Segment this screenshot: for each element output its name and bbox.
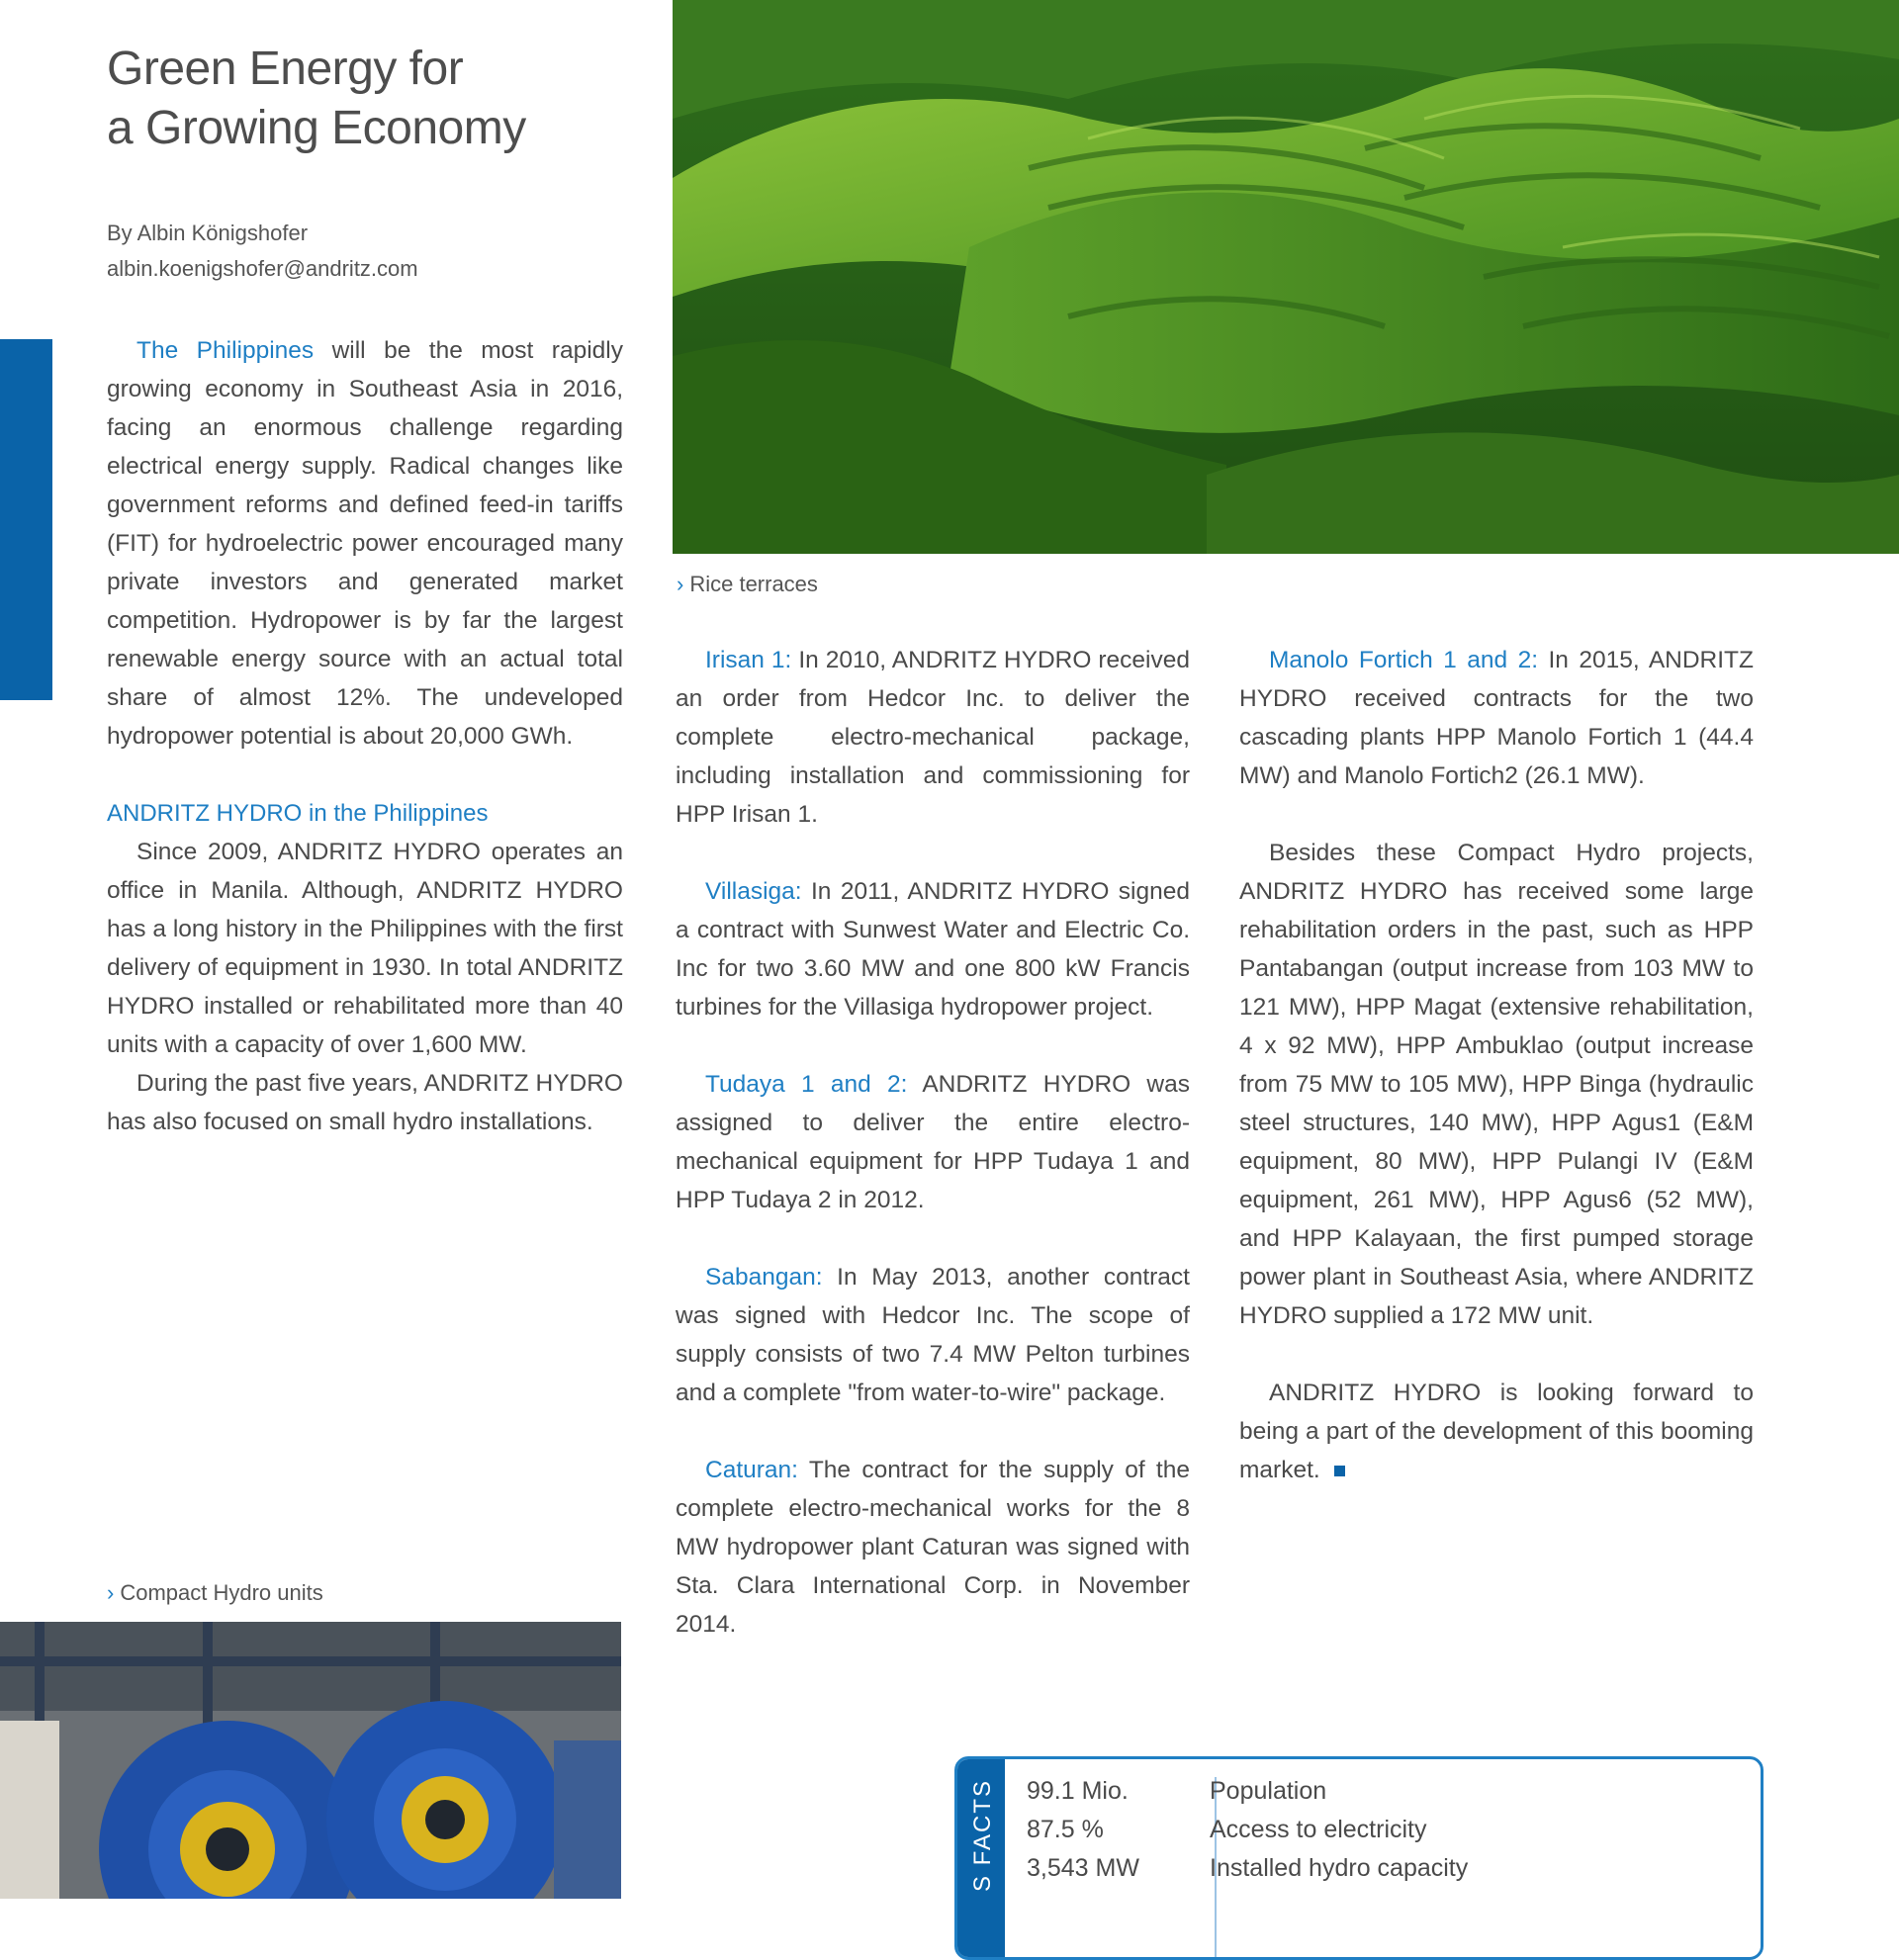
paragraph-rehabilitation: Besides these Compact Hydro projects, ANDRITZ HYDRO has received some large rehabilitation orders in the past, such as HPP Pantabangan (output increase from 103 MW to 121 MW), HPP Magat (extensive rehabilitation, 4 x 92 MW), HPP Ambuklao (output increase from 75 MW to 105 MW), HPP Binga (hydraulic steel structures, 140 MW), HPP Agus1 (E&M equipment, 80 MW), HPP Pulangi IV (E&M equipment, 261 MW), HPP Agus6 (52 MW), and HPP Kalayaan, the first pumped storage power plant in Southeast Asia, where ANDRITZ HYDRO supplied a 172 MW unit. [1239, 840, 1754, 1329]
rice-terraces-caption [677, 572, 818, 597]
project-sabangan [676, 1258, 1190, 1412]
byline [107, 216, 418, 287]
project-manolo-text: In 2015, ANDRITZ HYDRO received contracts for the two cascading plants HPP Manolo Fortich 1 (44.4 MW) and Manolo Fortich2 (26.1 MW). [1239, 647, 1754, 789]
facts-box [954, 1756, 1763, 1960]
fact-value: 3,543 MW [1027, 1854, 1139, 1882]
project-villasiga [676, 872, 1190, 1026]
project-tudaya [676, 1065, 1190, 1219]
hydro-caption-text: Compact Hydro units [120, 1580, 323, 1605]
article-title [107, 40, 661, 158]
intro-paragraph [107, 331, 623, 756]
byline-author: By Albin Königshofer [107, 221, 309, 245]
project-villasiga-text: In 2011, ANDRITZ HYDRO signed a contract with Sunwest Water and Electric Co. Inc for two 3.60 MW and one 800 kW Francis turbines for the Villasiga hydropower project. [676, 878, 1190, 1021]
paragraph-closing [1239, 1374, 1754, 1489]
fact-value: 87.5 % [1027, 1816, 1104, 1843]
project-caturan [676, 1451, 1190, 1644]
rice-terraces-illustration [673, 0, 1899, 554]
project-tudaya-lead: Tudaya 1 and 2: [705, 1071, 908, 1098]
facts-tab-label: S FACTS [969, 1779, 996, 1893]
closing-text: ANDRITZ HYDRO is looking forward to being a part of the development of this booming market. [1239, 1380, 1754, 1483]
chevron-right-icon: › [677, 572, 684, 596]
fact-label: Installed hydro capacity [1210, 1854, 1469, 1882]
facts-tab [957, 1759, 1005, 1957]
rice-terraces-photo [673, 0, 1899, 554]
project-sabangan-text: In May 2013, another contract was signed with Hedcor Inc. The scope of supply consists of two 7.4 MW Pelton turbines and a complete "from water-to-wire" package. [676, 1264, 1190, 1406]
project-caturan-text: The contract for the supply of the complete electro-mechanical works for the 8 MW hydropower plant Caturan was signed with Sta. Clara International Corp. in November 2014. [676, 1457, 1190, 1638]
byline-email[interactable]: albin.koenigshofer@andritz.com [107, 256, 418, 281]
column-3 [1239, 641, 1754, 1489]
project-manolo [1239, 641, 1754, 795]
column-2 [676, 641, 1190, 1644]
end-of-article-mark [1334, 1466, 1345, 1476]
project-irisan-lead: Irisan 1: [705, 647, 792, 673]
project-tudaya-text: ANDRITZ HYDRO was assigned to deliver the entire electro-mechanical equipment for HPP Tudaya 1 and HPP Tudaya 2 in 2012. [676, 1071, 1191, 1213]
column-1 [107, 331, 623, 1141]
project-irisan [676, 641, 1190, 834]
project-sabangan-lead: Sabangan: [705, 1264, 823, 1291]
sidebar-accent-bar [0, 339, 52, 700]
compact-hydro-caption [107, 1580, 323, 1606]
project-villasiga-lead: Villasiga: [705, 878, 802, 905]
fact-label: Access to electricity [1210, 1816, 1427, 1843]
title-line-1: Green Energy for [107, 43, 464, 95]
intro-text: will be the most rapidly growing economy in Southeast Asia in 2016, facing an enormous challenge regarding electrical energy supply. Radical changes like government reforms and defined feed-in tariffs (FIT) for hydroelectric power encouraged many private investors and generated market competition. Hydropower is by far the largest renewable energy source with an actual total share of almost 12%. The undeveloped hydropower potential is about 20,000 GWh. [107, 337, 623, 750]
paragraph-small-hydro: During the past five years, ANDRITZ HYDRO has also focused on small hydro installations. [107, 1070, 623, 1135]
project-manolo-lead: Manolo Fortich 1 and 2: [1269, 647, 1539, 673]
fact-value: 99.1 Mio. [1027, 1777, 1129, 1805]
section-subheading: ANDRITZ HYDRO in the Philippines [107, 800, 489, 827]
project-irisan-text: In 2010, ANDRITZ HYDRO received an order from Hedcor Inc. to deliver the complete electro-mechanical package, including installation and commissioning for HPP Irisan 1. [676, 647, 1191, 828]
chevron-right-icon: › [107, 1580, 115, 1605]
intro-lead: The Philippines [136, 337, 315, 364]
fact-label: Population [1210, 1777, 1327, 1805]
rice-caption-text: Rice terraces [689, 572, 818, 596]
paragraph-office: Since 2009, ANDRITZ HYDRO operates an office in Manila. Although, ANDRITZ HYDRO has a long history in the Philippines with the first delivery of equipment in 1930. In total ANDRITZ HYDRO installed or rehabilitated more than 40 units with a capacity of over 1,600 MW. [107, 839, 623, 1058]
compact-hydro-photo [0, 1622, 621, 1899]
project-caturan-lead: Caturan: [705, 1457, 798, 1483]
title-line-2: a Growing Economy [107, 102, 526, 154]
compact-hydro-illustration [0, 1622, 621, 1899]
